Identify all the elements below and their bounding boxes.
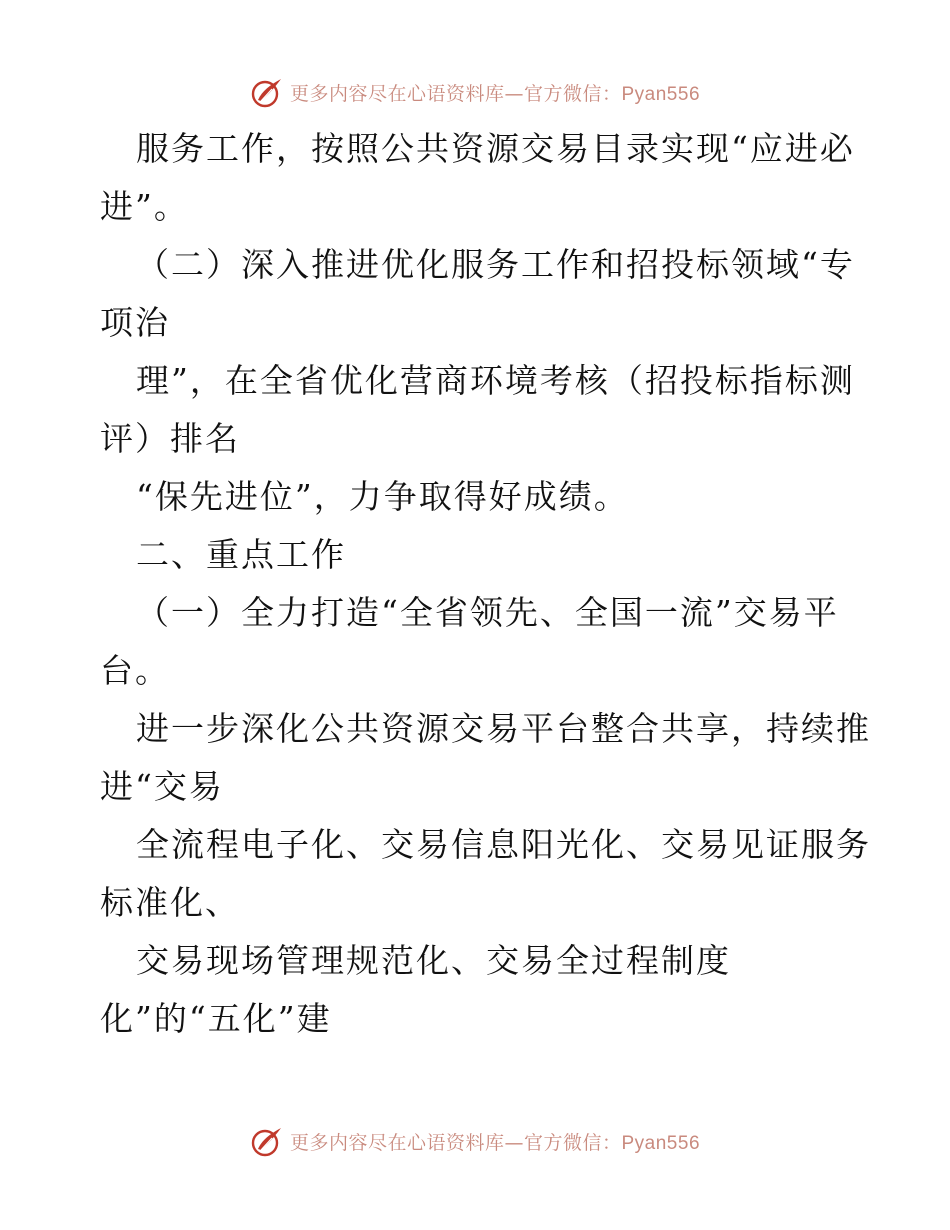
text-line: 化”的“五化”建	[100, 999, 332, 1038]
text-line: 交易现场管理规范化、交易全过程制度	[136, 941, 731, 980]
text-line: 服务工作，按照公共资源交易目录实现“应进必	[136, 129, 855, 168]
text-line: “保先进位”，力争取得好成绩。	[136, 477, 629, 516]
footer-watermark-text: 更多内容尽在心语资料库—官方微信：Pyan556	[289, 1131, 701, 1154]
document-body	[100, 120, 871, 1048]
text-line: 理”，在全省优化营商环境考核（招投标指标测	[136, 361, 855, 400]
text-line: 项治	[100, 303, 170, 342]
text-line: 评）排名	[100, 419, 240, 458]
text-line: 二、重点工作	[136, 535, 346, 574]
text-line: （一）全力打造“全省领先、全国一流”交易平	[136, 593, 839, 632]
header-watermark-text: 更多内容尽在心语资料库—官方微信：Pyan556	[289, 82, 701, 105]
header-watermark	[0, 72, 950, 112]
quill-logo-icon	[250, 1124, 284, 1158]
text-line: 标准化、	[100, 883, 240, 922]
footer-watermark	[0, 1121, 950, 1161]
text-line: 全流程电子化、交易信息阳光化、交易见证服务	[136, 825, 871, 864]
text-line: 进“交易	[100, 767, 224, 806]
text-line: 进”。	[100, 187, 189, 226]
quill-logo-icon	[250, 75, 284, 109]
text-line: 进一步深化公共资源交易平台整合共享，持续推	[136, 709, 871, 748]
text-line: 台。	[100, 651, 170, 690]
text-line: （二）深入推进优化服务工作和招投标领域“专	[136, 245, 855, 284]
